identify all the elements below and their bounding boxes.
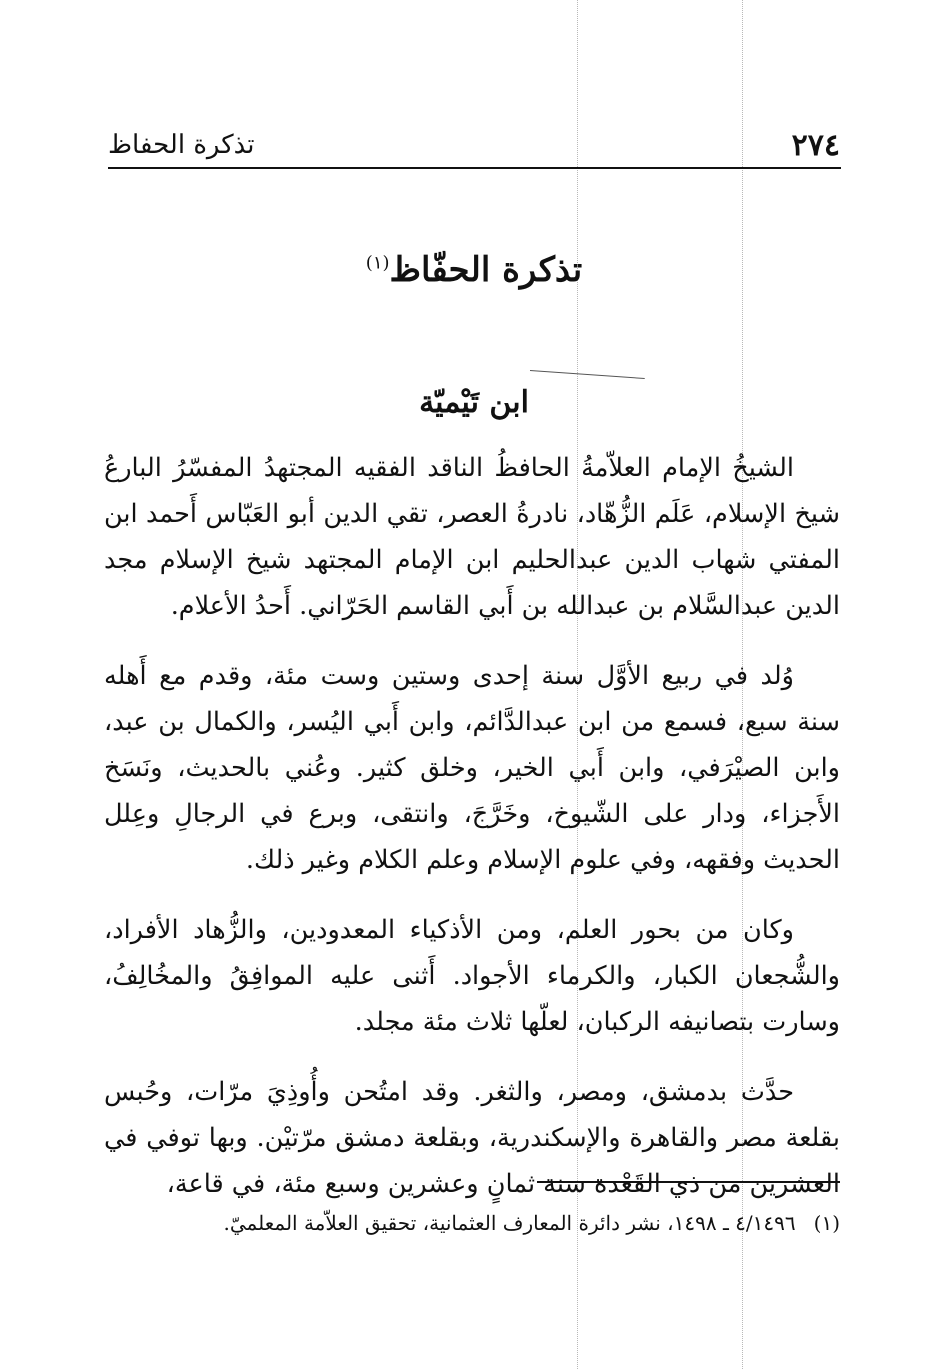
footnote-rule <box>537 1181 840 1183</box>
footnote-reference: (١) <box>365 252 390 274</box>
paragraph: وكان من بحور العلم، ومن الأذكياء المعدودين، والزُّهاد الأفراد، والشُّجعان الكبار، والكرماء الأجواد. أَثنى عليه الموافِقُ والمخُالِفُ، وسارت بتصانيفه الركبان، لعلّها ثلاث مئة مجلد. <box>104 915 840 1037</box>
running-header <box>108 122 840 168</box>
scan-artifact-stroke <box>530 370 645 379</box>
running-title: تذكرة الحفاظ <box>108 130 255 160</box>
paragraph: الشيخُ الإمام العلاّمةُ الحافظُ الناقد الفقيه المجتهدُ المفسّرُ البارعُ شيخ الإسلام، عَلَم الزُّهّاد، نادرةُ العصر، تقي الدين أبو العَبّاس أَحمد ابن المفتي شهاب الدين عبدالحليم ابن الإمام المجتهد شيخ الإسلام مجد الدين عبدالسَّلام بن عبدالله بن أَبي القاسم الحَرّاني. أَحدُ الأعلام. <box>104 453 840 621</box>
page-number: ٢٧٤ <box>791 128 840 163</box>
footnote <box>108 1205 840 1241</box>
paragraph: وُلد في ربيع الأوَّل سنة إحدى وستين وست مئة، وقدم مع أَهله سنة سبع، فسمع من ابن عبدالدَّائم، وابن أَبي اليُسر، والكمال بن عبد، وابن الصيْرَفي، وابن أَبي الخير، وخلق كثير. وعُني بالحديث، ونَسَخ الأَجزاء، ودار على الشّيوخ، وخَرَّجَ، وانتقى، وبرع في الرجالِ وعِلل الحديث وفقهه، وفي علوم الإسلام وعلم الكلام وغير ذلك. <box>104 661 840 875</box>
body-text <box>104 445 840 1231</box>
footnote-text: ٤/١٤٩٦ ـ ١٤٩٨، نشر دائرة المعارف العثمانية، تحقيق العلاّمة المعلميّ. <box>223 1211 796 1235</box>
footnote-marker: (١) <box>813 1211 840 1235</box>
paragraph: حدَّث بدمشق، ومصر، والثغر. وقد امتُحن وأُوذِيَ مرّات، وحُبس بقلعة مصر والقاهرة والإسكندرية، وبقلعة دمشق مرّتيْن. وبها توفي في العشرين من ذي القَعْدة سنة ثمانٍ وعشرين وسبع مئة، في قاعة، <box>104 1077 840 1199</box>
chapter-title <box>108 250 840 290</box>
chapter-title-text: تذكرة الحفّاظ <box>389 250 583 290</box>
section-heading: ابن تَيْميّة <box>419 385 529 420</box>
header-rule <box>108 167 841 169</box>
